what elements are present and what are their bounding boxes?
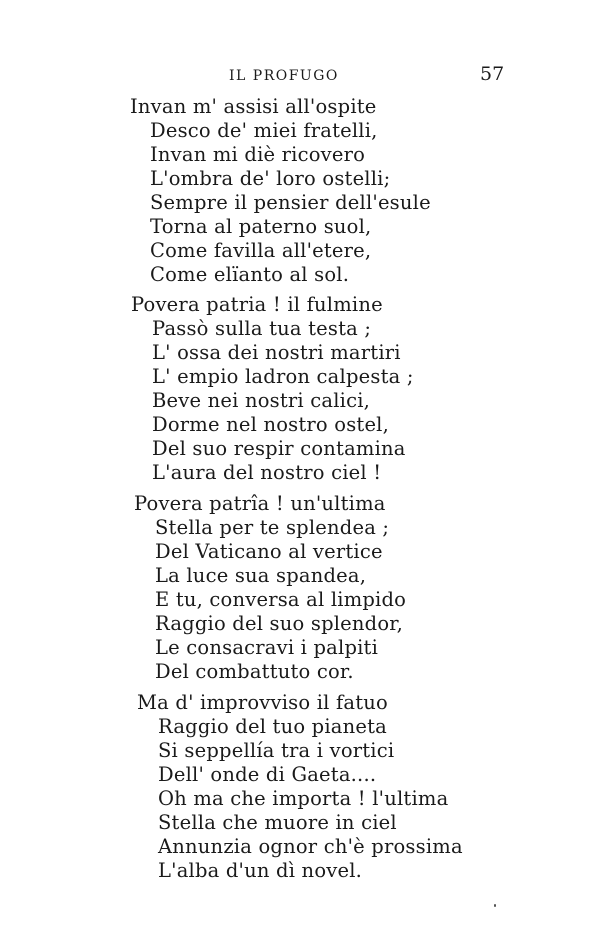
verse-line: L'alba d'un dì novel. xyxy=(158,859,363,882)
verse-line: Invan m' assisi all'ospite xyxy=(130,95,377,118)
verse-line: Dorme nel nostro ostel, xyxy=(152,413,390,436)
verse-line: L' empio ladron calpesta ; xyxy=(152,365,414,388)
verse-line: Raggio del tuo pianeta xyxy=(158,715,387,738)
verse-line: Si seppellía tra i vortici xyxy=(158,739,395,762)
verse-line: Oh ma che importa ! l'ultima xyxy=(158,787,449,810)
paper-speck xyxy=(494,904,496,907)
verse-line: Del suo respir contamina xyxy=(152,437,406,460)
verse-line: Del combattuto cor. xyxy=(155,660,354,683)
verse-line: Come favilla all'etere, xyxy=(150,239,372,262)
verse-line: Sempre il pensier dell'esule xyxy=(150,191,431,214)
verse-line: Torna al paterno suol, xyxy=(150,215,372,238)
verse-line: L'ombra de' loro ostelli; xyxy=(150,167,391,190)
verse-line: L'aura del nostro ciel ! xyxy=(152,461,382,484)
verse-line: Come elïanto al sol. xyxy=(150,263,350,286)
verse-line: Stella per te splendea ; xyxy=(155,516,390,539)
verse-line: Povera patrîa ! un'ultima xyxy=(134,492,386,515)
verse-line: Annunzia ognor ch'è prossima xyxy=(158,835,463,858)
verse-line: Invan mi diè ricovero xyxy=(150,143,366,166)
verse-line: Stella che muore in ciel xyxy=(158,811,397,834)
verse-line: L' ossa dei nostri martiri xyxy=(152,341,401,364)
verse-line: Ma d' improvviso il fatuo xyxy=(137,691,388,714)
running-title: IL PROFUGO xyxy=(229,68,339,84)
verse-line: Passò sulla tua testa ; xyxy=(152,317,372,340)
verse-line: Povera patria ! il fulmine xyxy=(131,293,383,316)
verse-line: Del Vaticano al vertice xyxy=(155,540,383,563)
page-number: 57 xyxy=(480,63,505,85)
verse-line: Raggio del suo splendor, xyxy=(155,612,404,635)
verse-line: Le consacravi i palpiti xyxy=(155,636,379,659)
verse-line: Dell' onde di Gaeta.... xyxy=(158,763,377,786)
verse-line: Beve nei nostri calici, xyxy=(152,389,371,412)
verse-line: Desco de' miei fratelli, xyxy=(150,119,378,142)
verse-line: La luce sua spandea, xyxy=(155,564,367,587)
verse-line: E tu, conversa al limpido xyxy=(155,588,407,611)
